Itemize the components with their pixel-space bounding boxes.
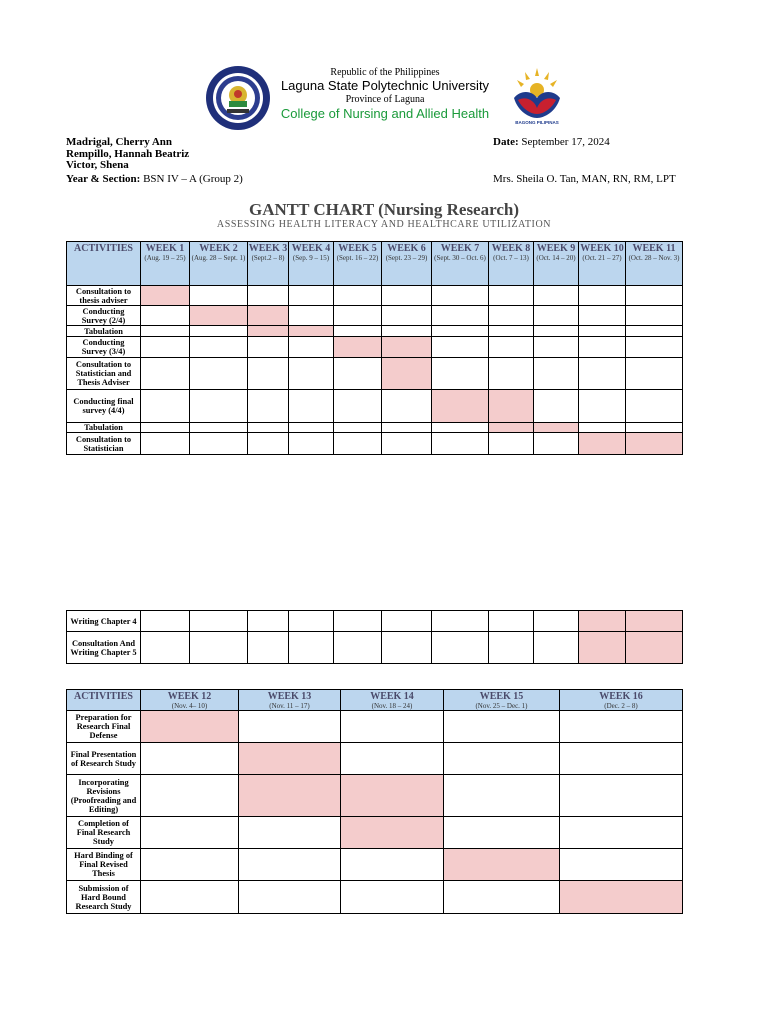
empty-cell <box>190 337 248 358</box>
activity-row <box>67 775 683 817</box>
scheduled-cell <box>579 433 626 455</box>
empty-cell <box>141 817 239 849</box>
scheduled-cell <box>341 775 444 817</box>
week-header <box>489 242 534 286</box>
activity-row <box>67 611 683 632</box>
week-label: WEEK 13 <box>267 691 312 702</box>
empty-cell <box>239 881 341 914</box>
scheduled-cell <box>382 358 432 390</box>
empty-cell <box>626 306 683 326</box>
empty-cell <box>382 433 432 455</box>
scheduled-cell <box>239 743 341 775</box>
empty-cell <box>579 423 626 433</box>
week-date-range: (Oct. 14 – 20) <box>536 253 576 262</box>
group-members <box>66 137 189 172</box>
empty-cell <box>489 358 534 390</box>
activity-label: Writing Chapter 4 <box>67 611 141 632</box>
activity-label: Conducting final survey (4/4) <box>67 390 141 423</box>
activity-label: Conducting Survey (2/4) <box>67 306 141 326</box>
empty-cell <box>289 390 334 423</box>
bagong-pilipinas-logo <box>510 66 564 126</box>
scheduled-cell <box>626 433 683 455</box>
university-name: Laguna State Polytechnic University <box>280 78 490 93</box>
scheduled-cell <box>579 611 626 632</box>
empty-cell <box>190 358 248 390</box>
bagong-pilipinas-text: BAGONG PILIPINAS <box>515 120 559 125</box>
empty-cell <box>534 286 579 306</box>
activity-row <box>67 358 683 390</box>
empty-cell <box>248 632 289 664</box>
week-date-range: (Aug. 28 – Sept. 1) <box>191 253 246 262</box>
empty-cell <box>289 632 334 664</box>
empty-cell <box>141 390 190 423</box>
scheduled-cell <box>289 326 334 337</box>
member-name: Madrigal, Cherry Ann <box>66 136 173 148</box>
empty-cell <box>289 358 334 390</box>
week-header <box>239 690 341 711</box>
activity-label: Hard Binding of Final Revised Thesis <box>67 849 141 881</box>
empty-cell <box>141 881 239 914</box>
empty-cell <box>341 849 444 881</box>
activity-label: Tabulation <box>67 326 141 337</box>
week-label: WEEK 11 <box>632 243 676 254</box>
empty-cell <box>289 286 334 306</box>
header-row <box>67 242 683 286</box>
date-label: Date: <box>493 136 519 148</box>
activity-row <box>67 390 683 423</box>
activity-label: Conducting Survey (3/4) <box>67 337 141 358</box>
week-label: WEEK 2 <box>199 243 238 254</box>
activity-label: Consultation to thesis adviser <box>67 286 141 306</box>
empty-cell <box>289 306 334 326</box>
activity-label: Preparation for Research Final Defense <box>67 711 141 743</box>
scheduled-cell <box>489 390 534 423</box>
scheduled-cell <box>239 775 341 817</box>
empty-cell <box>141 306 190 326</box>
empty-cell <box>141 849 239 881</box>
empty-cell <box>432 326 489 337</box>
week-date-range: (Sep. 9 – 15) <box>292 253 330 262</box>
week-header <box>141 242 190 286</box>
week-label: WEEK 10 <box>580 243 624 254</box>
empty-cell <box>334 632 382 664</box>
week-label: WEEK 8 <box>491 243 531 254</box>
empty-cell <box>289 337 334 358</box>
activity-label: Submission of Hard Bound Research Study <box>67 881 141 914</box>
empty-cell <box>489 326 534 337</box>
empty-cell <box>382 390 432 423</box>
week-label: WEEK 4 <box>291 243 331 254</box>
scheduled-cell <box>626 611 683 632</box>
empty-cell <box>534 326 579 337</box>
empty-cell <box>190 286 248 306</box>
scheduled-cell <box>141 286 190 306</box>
activity-row <box>67 817 683 849</box>
week-label: WEEK 3 <box>248 243 288 254</box>
empty-cell <box>141 337 190 358</box>
empty-cell <box>432 423 489 433</box>
empty-cell <box>579 390 626 423</box>
empty-cell <box>432 632 489 664</box>
empty-cell <box>382 326 432 337</box>
empty-cell <box>382 611 432 632</box>
week-header <box>626 242 683 286</box>
week-label: WEEK 9 <box>536 243 576 254</box>
empty-cell <box>626 358 683 390</box>
empty-cell <box>334 326 382 337</box>
week-date-range: (Aug. 19 – 25) <box>144 253 186 262</box>
empty-cell <box>534 611 579 632</box>
empty-cell <box>248 337 289 358</box>
empty-cell <box>141 632 190 664</box>
activity-row <box>67 711 683 743</box>
empty-cell <box>190 632 248 664</box>
empty-cell <box>248 358 289 390</box>
empty-cell <box>382 632 432 664</box>
week-header <box>534 242 579 286</box>
week-header <box>334 242 382 286</box>
scheduled-cell <box>382 337 432 358</box>
scheduled-cell <box>432 390 489 423</box>
gantt-table-continuation <box>66 610 683 664</box>
empty-cell <box>534 390 579 423</box>
activity-row <box>67 433 683 455</box>
week-label: WEEK 5 <box>338 243 377 254</box>
empty-cell <box>432 611 489 632</box>
empty-cell <box>560 817 683 849</box>
empty-cell <box>534 337 579 358</box>
empty-cell <box>141 611 190 632</box>
adviser-name: Mrs. Sheila O. Tan, MAN, RN, RM, LPT <box>493 173 676 185</box>
scheduled-cell <box>190 306 248 326</box>
province-line: Province of Laguna <box>345 94 425 105</box>
empty-cell <box>579 337 626 358</box>
week-header <box>382 242 432 286</box>
date <box>493 137 610 149</box>
week-date-range: (Sept. 30 – Oct. 6) <box>434 253 486 262</box>
empty-cell <box>382 306 432 326</box>
week-header <box>190 242 248 286</box>
empty-cell <box>489 286 534 306</box>
empty-cell <box>190 611 248 632</box>
empty-cell <box>239 711 341 743</box>
empty-cell <box>141 423 190 433</box>
empty-cell <box>341 743 444 775</box>
week-header <box>289 242 334 286</box>
member-name: Victor, Shena <box>66 159 129 171</box>
activity-label: Completion of Final Research Study <box>67 817 141 849</box>
chart-title: GANTT CHART (Nursing Research) <box>249 200 519 219</box>
activity-label: Consultation to Statistician and Thesis Adviser <box>67 358 141 390</box>
activity-row <box>67 632 683 664</box>
empty-cell <box>289 423 334 433</box>
activity-label: Final Presentation of Research Study <box>67 743 141 775</box>
activity-label: Tabulation <box>67 423 141 433</box>
week-date-range: (Oct. 21 – 27) <box>582 253 622 262</box>
empty-cell <box>248 286 289 306</box>
empty-cell <box>579 306 626 326</box>
chart-subtitle: ASSESSING HEALTH LITERACY AND HEALTHCARE UTILIZATION <box>216 219 552 230</box>
empty-cell <box>190 390 248 423</box>
empty-cell <box>432 358 489 390</box>
scheduled-cell <box>579 632 626 664</box>
week-date-range: (Oct. 7 – 13) <box>493 253 529 262</box>
week-header <box>432 242 489 286</box>
week-header <box>341 690 444 711</box>
empty-cell <box>334 358 382 390</box>
empty-cell <box>444 743 560 775</box>
empty-cell <box>248 433 289 455</box>
empty-cell <box>534 358 579 390</box>
week-date-range: (Dec. 2 – 8) <box>604 701 638 710</box>
week-label: WEEK 14 <box>370 691 414 702</box>
empty-cell <box>141 358 190 390</box>
empty-cell <box>432 286 489 306</box>
week-label: WEEK 1 <box>145 243 185 254</box>
week-header <box>579 242 626 286</box>
scheduled-cell <box>444 849 560 881</box>
empty-cell <box>626 423 683 433</box>
empty-cell <box>248 423 289 433</box>
scheduled-cell <box>534 423 579 433</box>
week-header <box>141 690 239 711</box>
republic-line: Republic of the Philippines <box>330 67 440 78</box>
empty-cell <box>190 326 248 337</box>
week-date-range: (Nov. 25 – Dec. 1) <box>475 701 528 710</box>
scheduled-cell <box>248 326 289 337</box>
activities-header: ACTIVITIES <box>67 690 141 711</box>
scheduled-cell <box>334 337 382 358</box>
week-date-range: (Sept.2 – 8) <box>251 253 285 262</box>
scheduled-cell <box>489 423 534 433</box>
week-date-range: (Oct. 28 – Nov. 3) <box>628 253 680 262</box>
empty-cell <box>534 632 579 664</box>
activity-row <box>67 849 683 881</box>
empty-cell <box>382 286 432 306</box>
empty-cell <box>489 632 534 664</box>
activity-row <box>67 881 683 914</box>
member-name: Rempillo, Hannah Beatriz <box>66 147 190 160</box>
scheduled-cell <box>248 306 289 326</box>
week-label: WEEK 15 <box>479 691 524 702</box>
activity-row <box>67 337 683 358</box>
empty-cell <box>334 306 382 326</box>
year-section-label: Year & Section: <box>66 173 141 185</box>
empty-cell <box>239 817 341 849</box>
week-date-range: (Nov. 4– 10) <box>171 701 208 710</box>
empty-cell <box>444 711 560 743</box>
year-section-value: BSN IV – A (Group 2) <box>140 173 243 185</box>
empty-cell <box>248 390 289 423</box>
empty-cell <box>382 423 432 433</box>
scheduled-cell <box>141 711 239 743</box>
week-header <box>560 690 683 711</box>
week-date-range: (Nov. 18 – 24) <box>371 701 413 710</box>
empty-cell <box>626 286 683 306</box>
empty-cell <box>444 775 560 817</box>
week-label: WEEK 6 <box>387 243 426 254</box>
empty-cell <box>489 611 534 632</box>
empty-cell <box>560 711 683 743</box>
year-section <box>66 174 243 186</box>
empty-cell <box>190 433 248 455</box>
week-date-range: (Nov. 11 – 17) <box>269 701 310 710</box>
activity-row <box>67 306 683 326</box>
activities-header: ACTIVITIES <box>67 242 141 286</box>
empty-cell <box>432 306 489 326</box>
empty-cell <box>579 286 626 306</box>
empty-cell <box>141 775 239 817</box>
week-label: WEEK 7 <box>440 243 480 254</box>
scheduled-cell <box>560 881 683 914</box>
empty-cell <box>560 743 683 775</box>
empty-cell <box>141 743 239 775</box>
activity-label: Incorporating Revisions (Proofreading and Editing) <box>67 775 141 817</box>
empty-cell <box>334 433 382 455</box>
empty-cell <box>334 611 382 632</box>
week-label: WEEK 16 <box>599 691 643 702</box>
header-row <box>67 690 683 711</box>
empty-cell <box>489 306 534 326</box>
empty-cell <box>489 433 534 455</box>
activity-row <box>67 326 683 337</box>
empty-cell <box>334 390 382 423</box>
date-value: September 17, 2024 <box>518 136 610 148</box>
college-name: College of Nursing and Allied Health <box>280 106 490 121</box>
empty-cell <box>334 423 382 433</box>
empty-cell <box>341 881 444 914</box>
week-date-range: (Sept. 16 – 22) <box>336 253 379 262</box>
empty-cell <box>534 306 579 326</box>
empty-cell <box>289 433 334 455</box>
activity-row <box>67 743 683 775</box>
scheduled-cell <box>626 632 683 664</box>
empty-cell <box>626 326 683 337</box>
empty-cell <box>239 849 341 881</box>
activity-row <box>67 423 683 433</box>
activity-label: Consultation to Statistician <box>67 433 141 455</box>
gantt-table-weeks-12-16 <box>66 689 683 914</box>
empty-cell <box>626 390 683 423</box>
empty-cell <box>341 711 444 743</box>
empty-cell <box>289 611 334 632</box>
gantt-table-weeks-1-11 <box>66 241 683 455</box>
empty-cell <box>432 337 489 358</box>
empty-cell <box>444 881 560 914</box>
empty-cell <box>626 337 683 358</box>
empty-cell <box>579 358 626 390</box>
activity-label: Consultation And Writing Chapter 5 <box>67 632 141 664</box>
empty-cell <box>560 849 683 881</box>
week-date-range: (Sept. 23 – 29) <box>385 253 428 262</box>
empty-cell <box>579 326 626 337</box>
empty-cell <box>560 775 683 817</box>
empty-cell <box>489 337 534 358</box>
empty-cell <box>141 326 190 337</box>
activity-row <box>67 286 683 306</box>
empty-cell <box>444 817 560 849</box>
empty-cell <box>534 433 579 455</box>
empty-cell <box>334 286 382 306</box>
week-label: WEEK 12 <box>167 691 212 702</box>
week-header <box>248 242 289 286</box>
empty-cell <box>432 433 489 455</box>
empty-cell <box>141 433 190 455</box>
empty-cell <box>248 611 289 632</box>
week-header <box>444 690 560 711</box>
scheduled-cell <box>341 817 444 849</box>
empty-cell <box>190 423 248 433</box>
